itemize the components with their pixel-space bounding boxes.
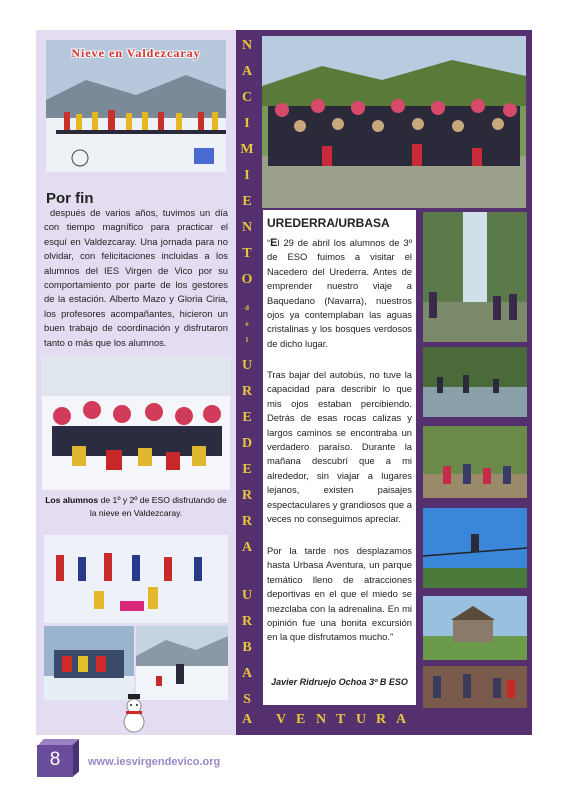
vertical-letter: B	[242, 640, 252, 655]
section-heading: Por fin	[46, 190, 94, 207]
article-paragraph-1	[267, 236, 412, 351]
snowman-icon	[116, 694, 152, 734]
cube-side	[73, 739, 79, 776]
banner-letter: R	[376, 712, 387, 727]
vertical-letter: U	[241, 358, 253, 373]
climbing-photo	[423, 666, 527, 708]
page-number: 8	[49, 749, 61, 770]
ski-group-photo	[44, 535, 228, 623]
chairlift-photo	[44, 626, 134, 700]
vertical-letter: S	[243, 692, 251, 707]
vertical-letter: R	[241, 614, 253, 629]
caption-bold: Los alumnos	[45, 495, 99, 505]
photo-caption	[44, 494, 228, 520]
vertical-letter: N	[241, 38, 253, 53]
vertical-letter: I	[244, 168, 250, 183]
banner-letter: E	[296, 712, 306, 727]
drop-cap: E	[270, 237, 278, 249]
vertical-letter: N	[241, 220, 253, 235]
banner-letter: V	[276, 712, 287, 727]
page-number-cube	[37, 745, 73, 777]
waterfall-photo	[423, 212, 527, 342]
vertical-letter: C	[241, 90, 253, 105]
article-paragraph-2: Tras bajar del autobús, no tuve la capacidad para describir lo que mis ojos estaban percibiendo. Detrás de esas rocas calizas y largos caminos se encontraba un verdadero paraíso. Durante la mañana descubrí que a mi alrededor, sin viajar a lugares lejanos, existen paisajes espectaculares y grandiosos que a veces no conseguimos apreciar.	[267, 369, 412, 525]
article-heading: UREDERRA/URBASA	[267, 216, 390, 230]
vertical-letter: e	[245, 320, 249, 328]
banner-letter: U	[356, 712, 367, 727]
snow-title: Nieve en Valdezcaray	[71, 46, 201, 60]
banner-letter: A	[242, 712, 253, 727]
vertical-letter: A	[241, 64, 253, 79]
article-author: Javier Ridruejo Ochoa 3º B ESO	[271, 677, 408, 687]
vertical-letter: O	[241, 272, 253, 287]
group-snow-photo	[42, 356, 230, 490]
ventura-banner	[236, 710, 532, 735]
banner-letter: N	[316, 712, 327, 727]
open-quote: “	[267, 237, 271, 248]
caption-text: de 1º y 2º de ESO disfrutando de la nieve en Valdezcaray.	[89, 495, 227, 518]
vertical-letter: M	[240, 142, 254, 157]
skier-slope-photo	[136, 626, 228, 700]
vertical-letter: E	[242, 410, 252, 425]
vertical-letter: l	[246, 336, 248, 344]
vertical-letter: R	[241, 384, 253, 399]
vertical-letter: E	[242, 194, 252, 209]
vertical-letter: T	[242, 246, 252, 261]
vertical-letter: E	[242, 462, 252, 477]
website-link[interactable]: www.iesvirgendevico.org	[88, 756, 221, 768]
woods-group-photo	[423, 426, 527, 498]
vertical-letter: A	[241, 540, 253, 555]
zipline-photo	[423, 508, 527, 588]
article-paragraph-3: Por la tarde nos desplazamos hasta Urbasa Aventura, un parque temático lleno de atracciones deportivas en el que el miedo se mezclaba con la adrenalina. En mi opinión fue una bonita excursión en la que disfrutamos mucho.”	[267, 545, 412, 643]
left-panel	[36, 30, 236, 735]
intro-paragraph: después de varios años, tuvimos un día con tiempo magnífico para practicar el esquí en Valdezcaray. Una jornada para no olvidar, con felicitaciones incluidas a los alumnos del IES Virgen de Vico por su comportamiento por parte de los gestores de la estación. Alberto Mazo y Gloria Ciria, los profesores acompañantes, hicieron un buen trabajo de coordinación y disfrutaron tanto o más que los alumnos.	[44, 207, 228, 348]
adventure-park-photo	[423, 596, 527, 660]
vertical-letter: R	[241, 514, 253, 529]
vertical-letter: R	[241, 488, 253, 503]
vertical-letter: d	[245, 304, 249, 312]
article-box	[263, 210, 416, 705]
banner-letter: T	[336, 712, 346, 727]
vertical-letter: D	[241, 436, 253, 451]
class-group-photo	[262, 36, 526, 208]
forest-path-photo	[423, 347, 527, 417]
paragraph-1-text: l 29 de abril los alumnos de 3º de ESO fuimos a visitar el Nacedero del Urederra. Antes de emprender nuestro viaje a Baquedano (Navarra), nuestros ojos ya contemplaban las aguas cristalinas y los bosques verdosos de dicho lugar.	[267, 237, 412, 349]
vertical-letter: U	[241, 588, 253, 603]
banner-letter: A	[396, 712, 407, 727]
vertical-letter: I	[244, 116, 250, 131]
vertical-letter: A	[241, 666, 253, 681]
